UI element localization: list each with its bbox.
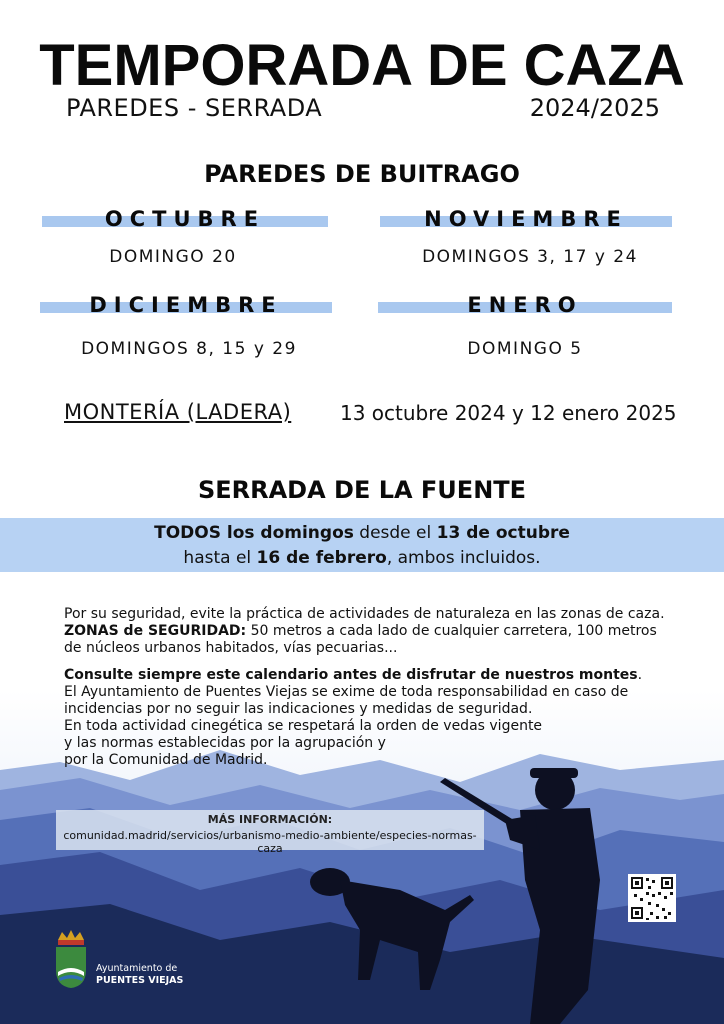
location-subtitle: PAREDES - SERRADA: [66, 94, 323, 122]
info-consulte: [64, 667, 642, 684]
season-label: 2024/2025: [529, 94, 660, 122]
page-title: TEMPORADA DE CAZA: [39, 33, 685, 98]
org-line-2: PUENTES VIEJAS: [96, 975, 184, 986]
paredes-title: PAREDES DE BUITRAGO: [204, 160, 520, 188]
more-info-url[interactable]: comunidad.madrid/servicios/urbanismo-medio-ambiente/especies-normas-caza: [63, 829, 477, 855]
qr-code-icon[interactable]: [628, 874, 676, 922]
serrada-line-1: [0, 523, 724, 543]
info-disclaimer-3: En toda actividad cinegética se respetará la orden de vedas vigente: [64, 718, 543, 734]
serrada-text-incl: , ambos incluidos.: [386, 548, 541, 568]
serrada-text-hasta: hasta el: [183, 548, 257, 568]
month-octubre: OCTUBRE: [104, 207, 266, 231]
zonas-label: ZONAS de SEGURIDAD:: [64, 623, 247, 639]
month-noviembre: NOVIEMBRE: [424, 207, 628, 231]
info-disclaimer-2: incidencias por no seguir las indicaciones y medidas de seguridad.: [64, 701, 533, 717]
dates-noviembre: DOMINGOS 3, 17 y 24: [422, 247, 638, 267]
zonas-text: 50 metros a cada lado de cualquier carretera, 100 metros: [246, 623, 657, 639]
month-diciembre: DICIEMBRE: [89, 293, 283, 317]
consulte-end: .: [637, 667, 643, 683]
info-disclaimer-5: por la Comunidad de Madrid.: [64, 752, 268, 768]
serrada-bold-end: 16 de febrero: [256, 548, 387, 568]
coat-of-arms-icon: [54, 928, 88, 990]
month-enero: ENERO: [467, 293, 583, 317]
monteria-label: MONTERÍA (LADERA): [64, 400, 292, 424]
org-line-1: Ayuntamiento de: [96, 963, 178, 974]
dates-octubre: DOMINGO 20: [109, 247, 237, 267]
more-info-title: MÁS INFORMACIÓN:: [207, 813, 333, 826]
dates-diciembre: DOMINGOS 8, 15 y 29: [81, 339, 297, 359]
info-safety: Por su seguridad, evite la práctica de actividades de naturaleza en las zonas de caza.: [64, 606, 665, 622]
info-zonas-line: [64, 623, 657, 640]
serrada-text-desde: desde el: [353, 523, 437, 543]
serrada-line-2: [0, 548, 724, 568]
info-zonas-line-2: de núcleos urbanos habitados, vías pecuarias...: [64, 640, 398, 656]
info-disclaimer-1: El Ayuntamiento de Puentes Viejas se exime de toda responsabilidad en caso de: [64, 684, 629, 700]
serrada-bold-todos: TODOS los domingos: [154, 523, 354, 543]
serrada-bold-start: 13 de octubre: [436, 523, 570, 543]
info-disclaimer-4: y las normas establecidas por la agrupación y: [64, 735, 386, 751]
monteria-dates: 13 octubre 2024 y 12 enero 2025: [340, 401, 677, 425]
consulte-bold: Consulte siempre este calendario antes de disfrutar de nuestros montes: [64, 667, 638, 683]
dates-enero: DOMINGO 5: [467, 339, 583, 359]
serrada-title: SERRADA DE LA FUENTE: [197, 476, 527, 504]
